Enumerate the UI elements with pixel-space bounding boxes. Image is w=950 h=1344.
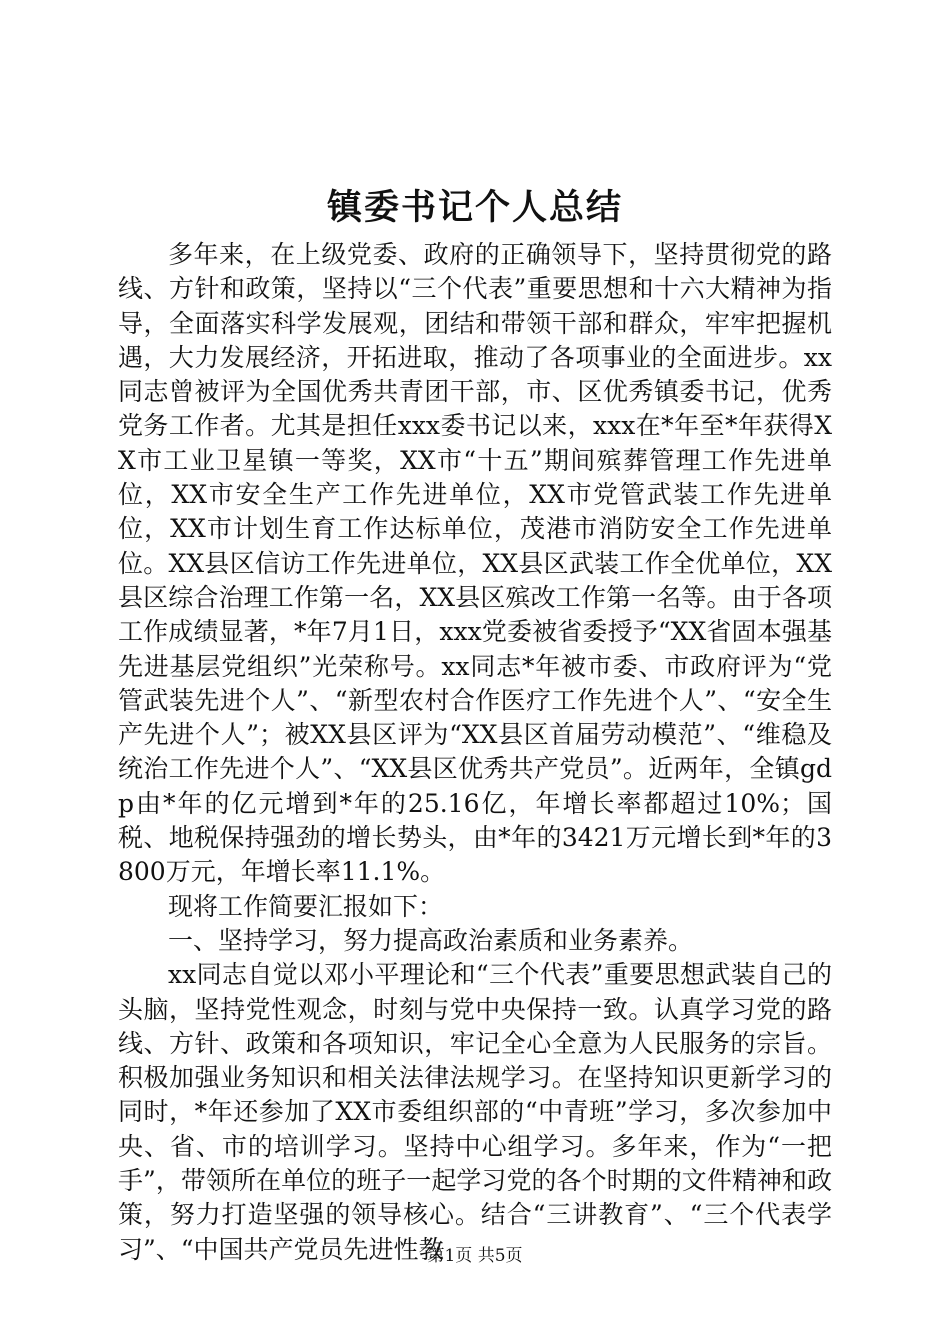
paragraph-report-lead: 现将工作简要汇报如下： — [168, 891, 444, 921]
document-title: 镇委书记个人总结 — [326, 187, 623, 228]
page-footer: 第1页 共5页 — [427, 1246, 523, 1266]
paragraph-intro: 多年来，在上级党委、政府的正确领导下，坚持贯彻党的路线、方针和政策，坚持以“三个代表”重要思想和十六大精神为指导，全面落实科学发展观，团结和带领干部和群众，牢牢把握机遇，大力发展经济，开拓进取，推动了各项事业的全面进步。xx同志曾被评为全国优秀共青团干部，市、区优秀镇委书记，优秀党务工作者。尤其是担任xxx委书记以来，xxx在*年至*年获得XX市工业卫星镇一等奖，XX市“十五”期间殡葬管理工作先进单位，XX市安全生产工作先进单位，XX市党管武装工作先进单位，XX市计划生育工作达标单位，茂港市消防安全工作先进单位。XX县区信访工作先进单位，XX县区武装工作全优单位，XX县区综合治理工作第一名，XX县区殡改工作第一名等。由于各项工作成绩显著，*年7月1日，xxx党委被省委授予“XX省固本强基先进基层党组织”光荣称号。xx同志*年被市委、市政府评为“党管武装先进个人”、“新型农村合作医疗工作先进个人”、“安全生产先进个人”；被XX县区评为“XX县区首届劳动模范”、“维稳及统治工作先进个人”、“XX县区优秀共产党员”。近两年，全镇gdp由*年的亿元增到*年的25.16亿，年增长率都超过10%；国税、地税保持强劲的增长势头，由*年的3421万元增长到*年的3800万元，年增长率11.1%。 — [118, 240, 832, 887]
paragraph-study: xx同志自觉以邓小平理论和“三个代表”重要思想武装自己的头脑，坚持党性观念，时刻与党中央保持一致。认真学习党的路线、方针、政策和各项知识，牢记全心全意为人民服务的宗旨。积极加强业务知识和相关法律法规学习。在坚持知识更新学习的同时，*年还参加了XX市委组织部的“中青班”学习，多次参加中央、省、市的培训学习。坚持中心组学习。多年来，作为“一把手”，带领所在单位的班子一起学习党的各个时期的文件精神和政策，努力打造坚强的领导核心。结合“三讲教育”、“三个代表学习”、“中国共产党员先进性教 — [118, 960, 832, 1264]
document-body — [118, 238, 832, 1267]
section-heading-study: 一、坚持学习，努力提高政治素质和业务素养。 — [168, 925, 694, 955]
